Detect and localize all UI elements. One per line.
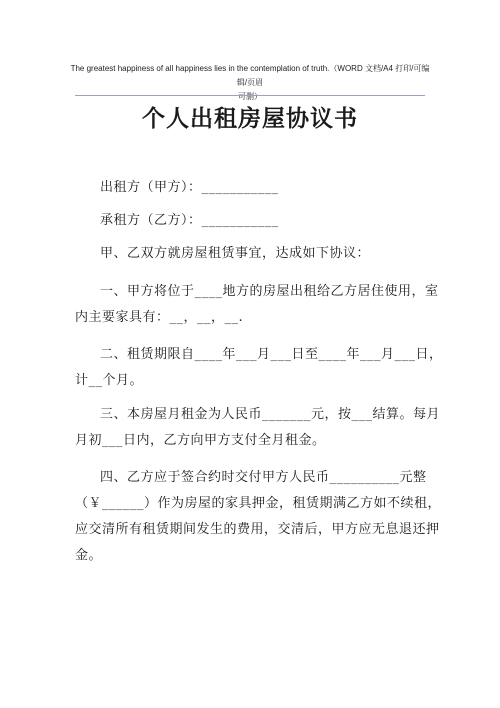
- clause-1: [75, 279, 439, 331]
- clause-1-line-2: 内主要家具有：__，__，__.: [75, 310, 244, 325]
- lessee-line: 承租方（乙方）：___________: [100, 213, 279, 228]
- clause-3-line-1: 三、本房屋月租金为人民币_______元，按___结算。每月: [100, 407, 441, 422]
- lessor-line: 出租方（甲方）：___________: [100, 180, 279, 195]
- clause-3-line-2: 月初___日内，乙方向甲方支付全月租金。: [75, 433, 326, 448]
- clause-4-line-3: 应交清所有租赁期间发生的费用，交清后，甲方应无息退还押: [75, 522, 440, 537]
- clause-4-line-1: 四、乙方应于签合约时交付甲方人民币__________元整: [100, 470, 427, 485]
- document-title: 个人出租房屋协议书: [142, 105, 358, 132]
- clause-2-line-2: 计__个月。: [75, 373, 144, 388]
- clause-3: [75, 402, 441, 454]
- clause-2-line-1: 二、租赁期限自____年___月___日至____年___月___日，: [100, 347, 443, 362]
- intro-line: 甲、乙双方就房屋租赁事宜，达成如下协议：: [100, 246, 371, 261]
- header-divider: [75, 95, 425, 96]
- clause-1-line-1: 一、甲方将位于____地方的房屋出租给乙方居住使用，室: [100, 284, 439, 299]
- header-line-1: The greatest happiness of all happiness lies in the contemplation of truth.（WORD 文档/A4 打印/可编辑/页眉: [70, 64, 430, 87]
- clause-4-line-4: 金。: [75, 548, 103, 563]
- clause-4-line-2: （￥______）作为房屋的家具押金，租赁期满乙方如不续租，: [75, 496, 442, 511]
- clause-2: [75, 342, 443, 394]
- clause-4: [75, 465, 442, 569]
- header-line-2: 可删）: [238, 92, 262, 101]
- page-header: [70, 62, 430, 104]
